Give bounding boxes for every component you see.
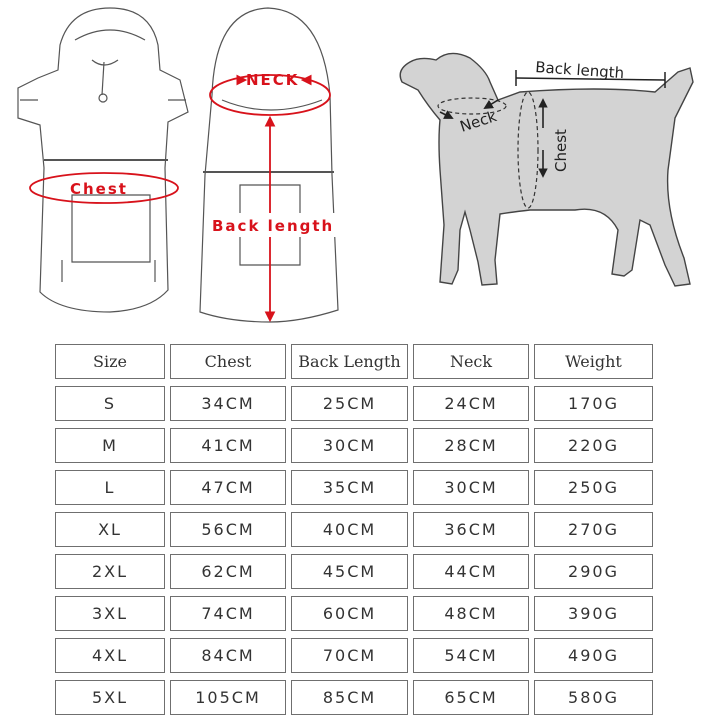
cell-back-length: 45CM xyxy=(291,554,408,589)
dog-silhouette xyxy=(400,53,693,286)
dog-neck-label: Neck xyxy=(457,107,499,136)
table-header-row xyxy=(55,344,653,379)
header-chest: Chest xyxy=(170,344,286,379)
cell-chest: 62CM xyxy=(170,554,286,589)
cell-weight: 270G xyxy=(534,512,653,547)
cell-chest: 41CM xyxy=(170,428,286,463)
cell-chest: 105CM xyxy=(170,680,286,715)
cell-size: S xyxy=(55,386,165,421)
cell-chest: 74CM xyxy=(170,596,286,631)
cell-chest: 34CM xyxy=(170,386,286,421)
cell-neck: 65CM xyxy=(413,680,529,715)
cell-size: 5XL xyxy=(55,680,165,715)
cell-back-length: 35CM xyxy=(291,470,408,505)
cell-weight: 170G xyxy=(534,386,653,421)
table-row xyxy=(55,554,653,589)
cell-size: L xyxy=(55,470,165,505)
cell-neck: 24CM xyxy=(413,386,529,421)
cell-weight: 390G xyxy=(534,596,653,631)
dog-back-length-label: Back length xyxy=(534,58,625,83)
cell-size: XL xyxy=(55,512,165,547)
cell-back-length: 30CM xyxy=(291,428,408,463)
table-row xyxy=(55,386,653,421)
cell-size: M xyxy=(55,428,165,463)
dog-chest-label: Chest xyxy=(552,129,570,172)
header-neck: Neck xyxy=(413,344,529,379)
cell-neck: 48CM xyxy=(413,596,529,631)
cell-back-length: 25CM xyxy=(291,386,408,421)
table-row xyxy=(55,596,653,631)
coat-front-sketch xyxy=(18,8,188,312)
coat-neck-label: NECK xyxy=(246,71,300,89)
cell-back-length: 60CM xyxy=(291,596,408,631)
cell-size: 3XL xyxy=(55,596,165,631)
size-illustration xyxy=(0,0,719,330)
cell-chest: 84CM xyxy=(170,638,286,673)
coat-back-length-label: Back length xyxy=(212,217,335,235)
cell-weight: 490G xyxy=(534,638,653,673)
cell-weight: 580G xyxy=(534,680,653,715)
cell-neck: 54CM xyxy=(413,638,529,673)
cell-neck: 36CM xyxy=(413,512,529,547)
cell-chest: 47CM xyxy=(170,470,286,505)
coat-chest-label: Chest xyxy=(70,180,128,198)
cell-size: 2XL xyxy=(55,554,165,589)
table-row xyxy=(55,428,653,463)
cell-neck: 30CM xyxy=(413,470,529,505)
cell-weight: 220G xyxy=(534,428,653,463)
cell-back-length: 70CM xyxy=(291,638,408,673)
cell-neck: 28CM xyxy=(413,428,529,463)
size-chart-table xyxy=(50,337,658,722)
table-row xyxy=(55,512,653,547)
cell-weight: 250G xyxy=(534,470,653,505)
table-row xyxy=(55,470,653,505)
cell-weight: 290G xyxy=(534,554,653,589)
table-row xyxy=(55,638,653,673)
header-weight: Weight xyxy=(534,344,653,379)
cell-back-length: 40CM xyxy=(291,512,408,547)
cell-neck: 44CM xyxy=(413,554,529,589)
cell-size: 4XL xyxy=(55,638,165,673)
cell-chest: 56CM xyxy=(170,512,286,547)
coat-back-sketch xyxy=(200,8,338,322)
cell-back-length: 85CM xyxy=(291,680,408,715)
header-size: Size xyxy=(55,344,165,379)
table-row xyxy=(55,680,653,715)
header-back-length: Back Length xyxy=(291,344,408,379)
